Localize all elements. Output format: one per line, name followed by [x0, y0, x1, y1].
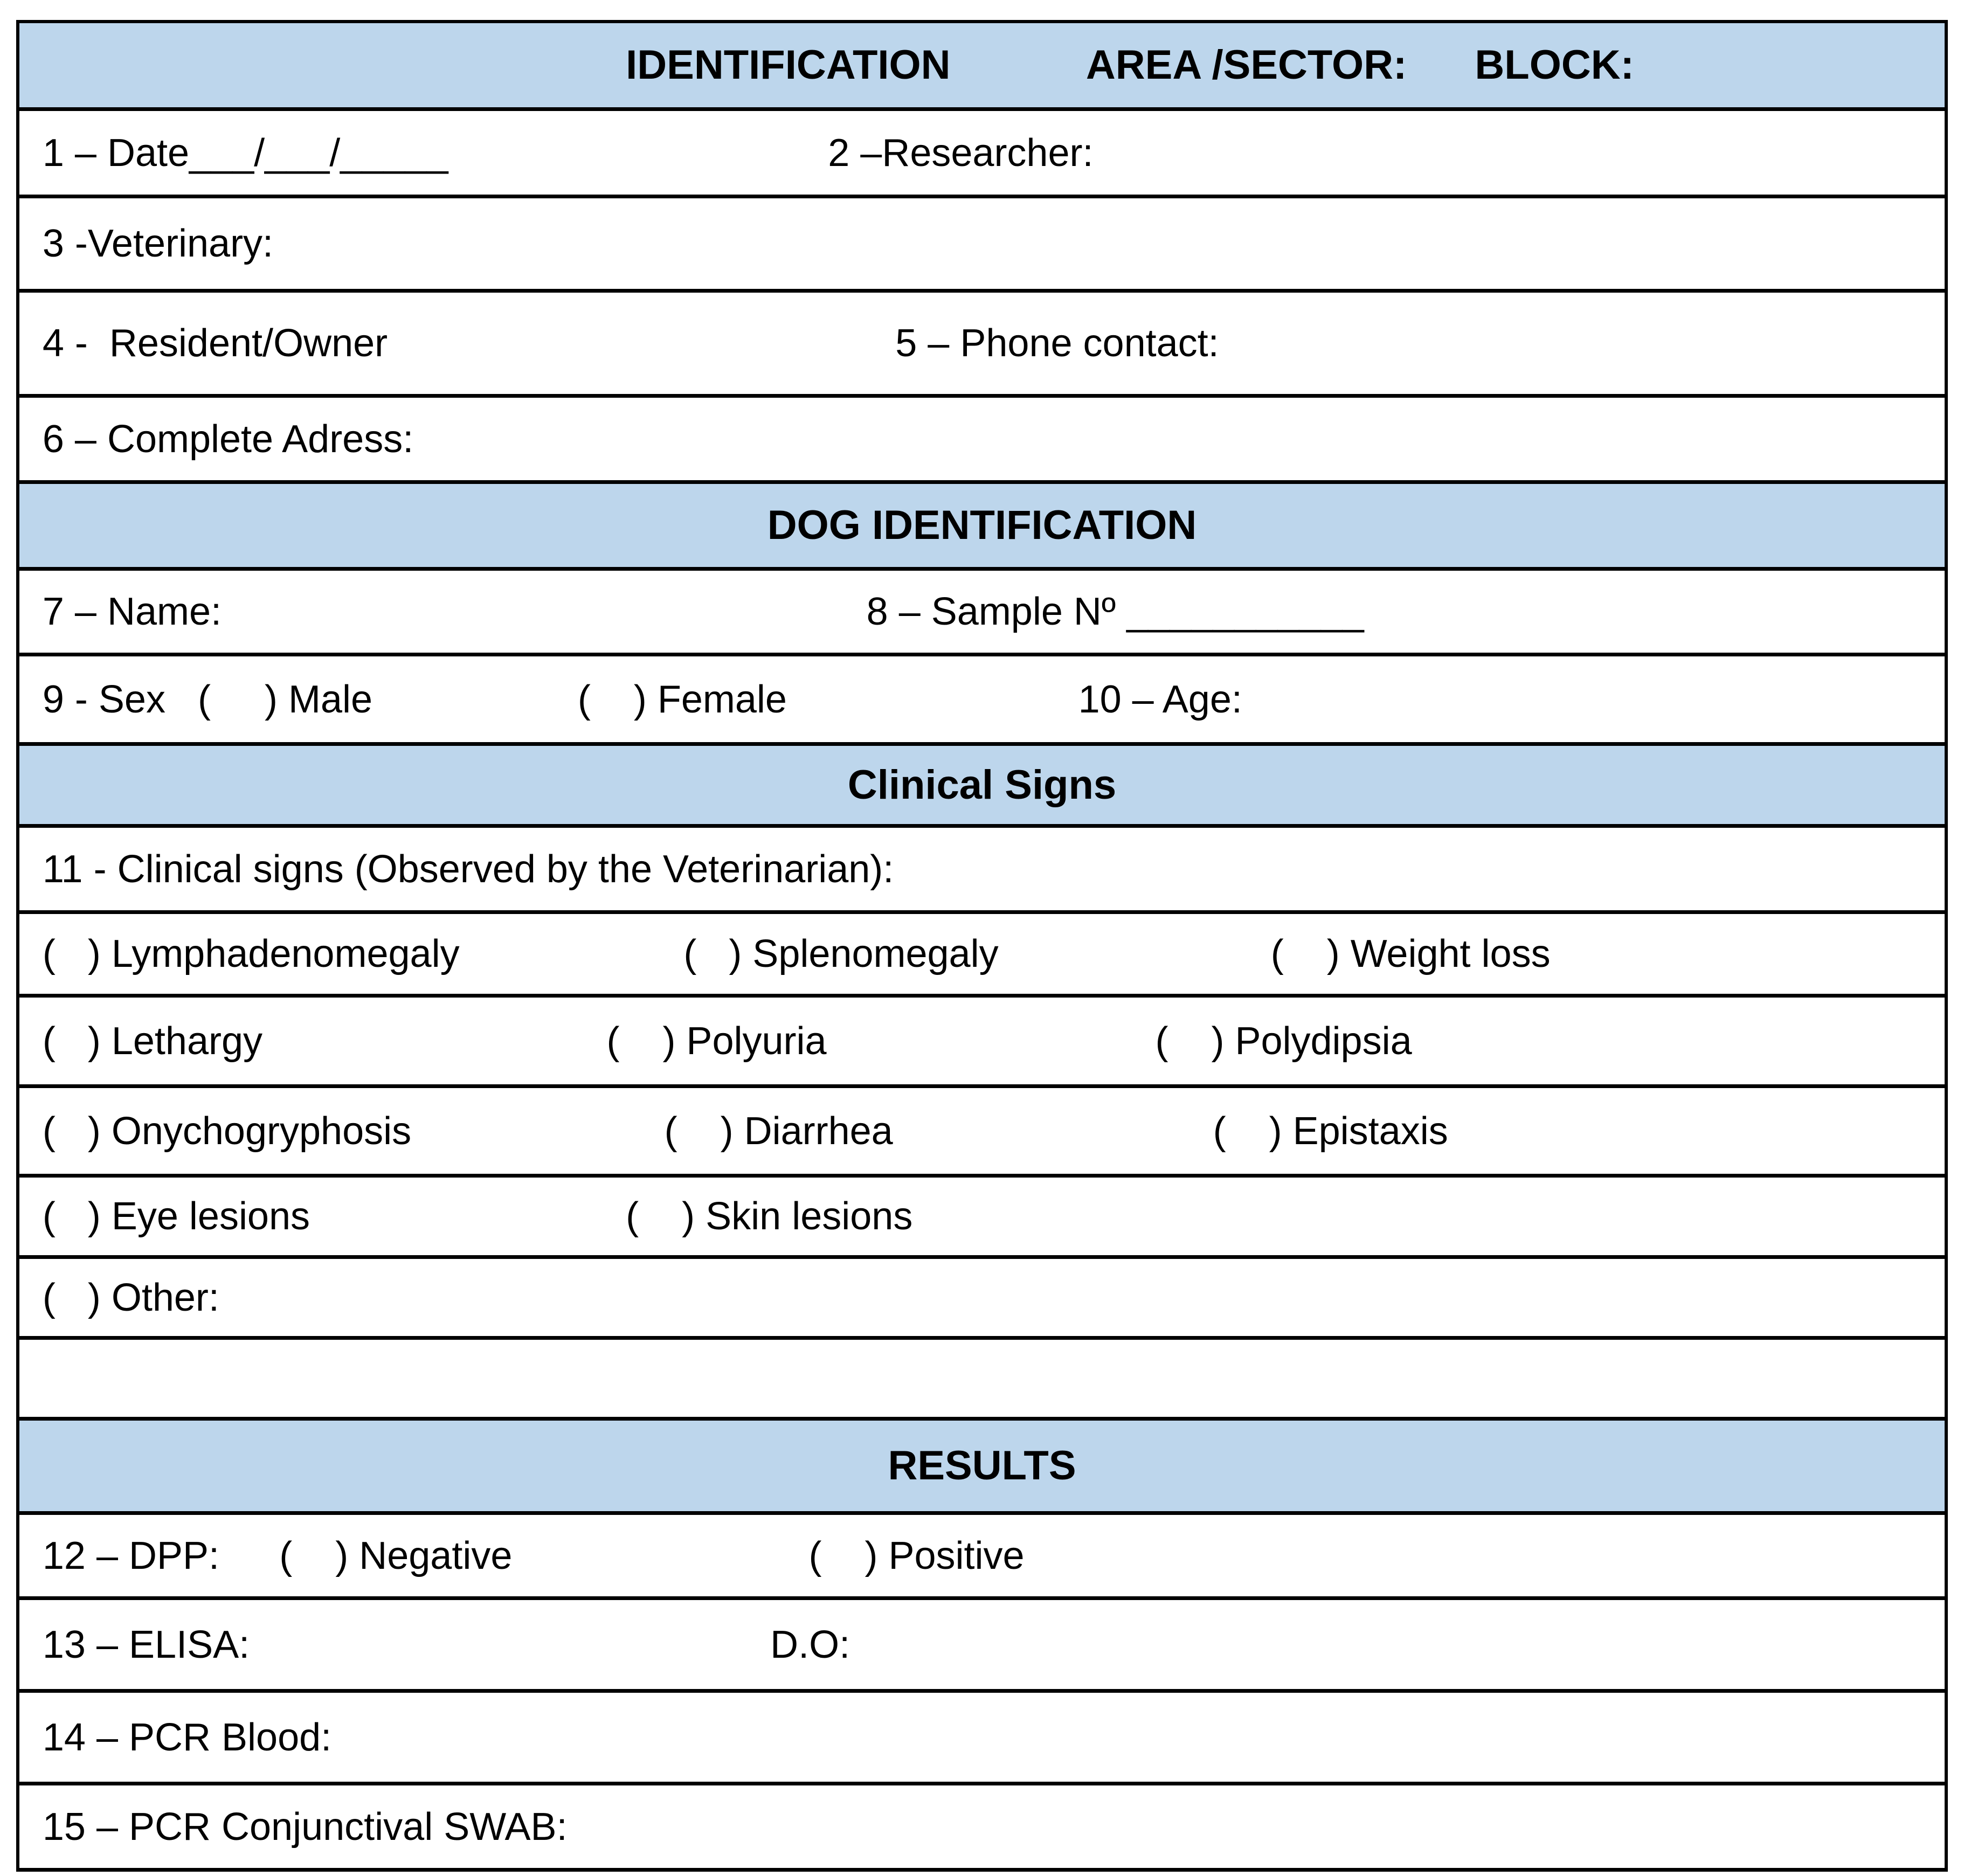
- complete-address-field-label: 6 – Complete Adress:: [42, 417, 414, 461]
- area-sector-label: AREA /SECTOR:: [1085, 42, 1407, 88]
- section-header-identification: [19, 23, 1945, 111]
- weight-loss-checkbox-label: ( ) Weight loss: [1270, 932, 1551, 975]
- row-pcr-blood-result: [19, 1693, 1945, 1785]
- row-signs-eye-skin: [19, 1178, 1945, 1259]
- pcr-blood-field-label: 14 – PCR Blood:: [42, 1715, 332, 1759]
- date-field-label: 1 – Date___/___/_____: [42, 131, 448, 175]
- name-field-label: 7 – Name:: [42, 590, 222, 633]
- onychogryphosis-checkbox-label: ( ) Onychogryphosis: [42, 1109, 412, 1153]
- row-dpp-result: [19, 1515, 1945, 1600]
- row-name-sample: [19, 571, 1945, 656]
- sample-number-field-label: 8 – Sample Nº ___________: [866, 590, 1364, 633]
- block-label: BLOCK:: [1475, 42, 1634, 88]
- polydipsia-checkbox-label: ( ) Polydipsia: [1155, 1019, 1412, 1063]
- other-checkbox-label: ( ) Other:: [42, 1276, 219, 1319]
- section-header-clinical-signs: [19, 746, 1945, 828]
- row-sex-age: [19, 656, 1945, 746]
- sex-male-checkbox-label: 9 - Sex ( ) Male: [42, 677, 372, 721]
- lymphadenomegaly-checkbox-label: ( ) Lymphadenomegaly: [42, 932, 460, 975]
- epistaxis-checkbox-label: ( ) Epistaxis: [1213, 1109, 1448, 1153]
- row-signs-onycho-diarrhea-epistaxis: [19, 1088, 1945, 1178]
- row-signs-lethargy-polyuria-polydipsia: [19, 998, 1945, 1088]
- polyuria-checkbox-label: ( ) Polyuria: [606, 1019, 827, 1063]
- clinical-signs-observed-label: 11 - Clinical signs (Observed by the Veterinarian):: [42, 847, 894, 891]
- dog-identification-form-table: [16, 20, 1948, 1872]
- dpp-field-label: 12 – DPP:: [42, 1534, 220, 1577]
- age-field-label: 10 – Age:: [1078, 677, 1242, 721]
- section-header-dog-identification: [19, 484, 1945, 571]
- row-veterinary: [19, 198, 1945, 293]
- row-empty-notes: [19, 1340, 1945, 1421]
- row-elisa-result: [19, 1600, 1945, 1693]
- dpp-positive-checkbox-label: ( ) Positive: [808, 1534, 1025, 1577]
- lethargy-checkbox-label: ( ) Lethargy: [42, 1019, 263, 1063]
- diarrhea-checkbox-label: ( ) Diarrhea: [664, 1109, 893, 1153]
- elisa-do-field-label: D.O:: [770, 1623, 850, 1666]
- row-clinical-signs-observed: [19, 828, 1945, 914]
- phone-contact-field-label: 5 – Phone contact:: [895, 322, 1219, 365]
- identification-section-title: IDENTIFICATION: [626, 42, 951, 88]
- dpp-negative-checkbox-label: ( ) Negative: [279, 1534, 513, 1577]
- elisa-field-label: 13 – ELISA:: [42, 1623, 250, 1666]
- resident-owner-field-label: 4 - Resident/Owner: [42, 322, 388, 365]
- pcr-conjunctival-swab-field-label: 15 – PCR Conjunctival SWAB:: [42, 1805, 568, 1849]
- row-complete-address: [19, 398, 1945, 484]
- row-signs-lymph-spleno-weight: [19, 914, 1945, 998]
- clinical-signs-section-title: Clinical Signs: [847, 762, 1117, 808]
- dog-identification-section-title: DOG IDENTIFICATION: [767, 502, 1197, 548]
- results-section-title: RESULTS: [888, 1443, 1076, 1489]
- skin-lesions-checkbox-label: ( ) Skin lesions: [626, 1195, 913, 1238]
- row-date-researcher: [19, 111, 1945, 198]
- splenomegaly-checkbox-label: ( ) Splenomegaly: [683, 932, 999, 975]
- row-signs-other: [19, 1259, 1945, 1340]
- row-resident-phone: [19, 293, 1945, 398]
- sex-female-checkbox-label: ( ) Female: [577, 677, 787, 721]
- row-pcr-conjunctival-swab-result: [19, 1785, 1945, 1872]
- veterinary-field-label: 3 -Veterinary:: [42, 222, 274, 265]
- researcher-field-label: 2 –Researcher:: [828, 131, 1094, 175]
- eye-lesions-checkbox-label: ( ) Eye lesions: [42, 1195, 310, 1238]
- section-header-results: [19, 1421, 1945, 1515]
